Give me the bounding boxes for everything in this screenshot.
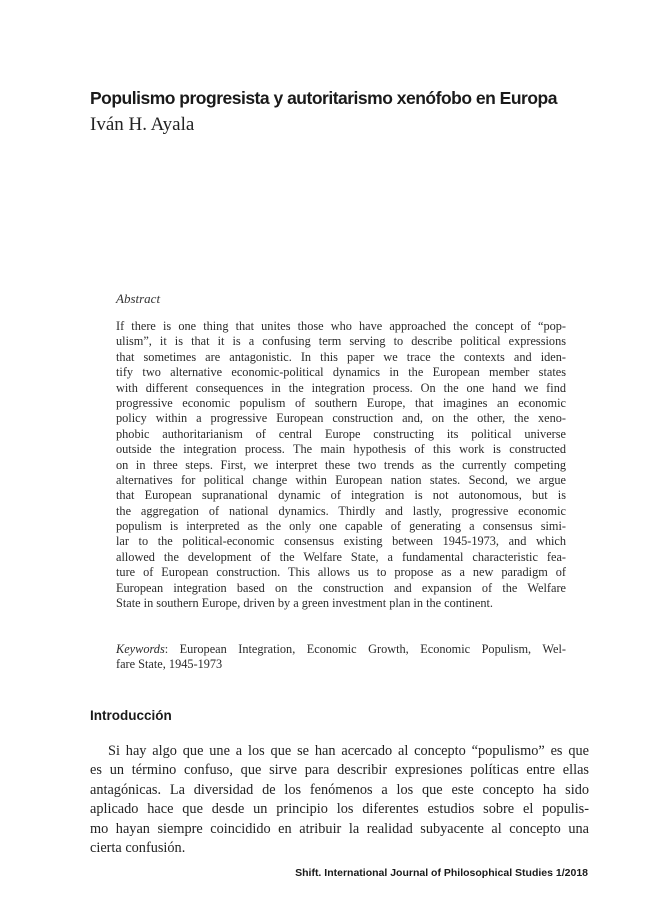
paragraph-line: antagónicas. La diversidad de los fenómenos a los que este concepto ha sido xyxy=(90,781,589,798)
abstract-line: that European supranational dynamic of integration is not autonomous, but is xyxy=(116,488,566,503)
keywords-label: Keywords xyxy=(116,642,165,656)
abstract-line: progressive economic populism of southern Europe, that imagines an economic xyxy=(116,395,566,410)
abstract-heading: Abstract xyxy=(116,291,161,306)
section-heading-introduccion: Introducción xyxy=(90,708,172,723)
abstract-line: that sometimes are antagonistic. In this paper we trace the contexts and iden- xyxy=(116,349,566,364)
abstract-line: lar to the political-economic consensus existing between 1945-1973, and which xyxy=(116,534,566,549)
abstract-line: the aggregation of national dynamics. Thirdly and lastly, progressive economic xyxy=(116,503,566,518)
abstract-line: alternatives for political change within European nation states. Second, we argue xyxy=(116,472,566,487)
keywords-line xyxy=(116,642,566,657)
abstract-body xyxy=(116,319,566,611)
abstract-line: tify two alternative economic-political dynamics in the European member states xyxy=(116,365,566,380)
keywords xyxy=(116,642,566,673)
paragraph-line: mo hayan siempre coincidido en atribuir la realidad subyacente al concepto una xyxy=(90,820,589,837)
abstract-line: populism is interpreted as the only one capable of generating a consensus simi- xyxy=(116,519,566,534)
abstract-line: outside the integration process. The main hypothesis of this work is constructed xyxy=(116,442,566,457)
article-title: Populismo progresista y autoritarismo xenófobo en Europa xyxy=(90,88,557,108)
abstract-line: on in three steps. First, we interpret these two trends as the currently competing xyxy=(116,457,566,472)
keywords-list: : European Integration, Economic Growth, Economic Populism, Wel- xyxy=(164,642,566,656)
paragraph-line: cierta confusión. xyxy=(90,839,186,856)
paragraph-line: aplicado hace que desde un principio los diferentes estudios sobre el populis- xyxy=(90,801,589,818)
abstract-line: phobic authoritarianism of central Europe constructing its political universe xyxy=(116,426,566,441)
abstract-line: policy within a progressive European construction and, on the other, the xeno- xyxy=(116,411,566,426)
abstract-line: ulism”, it is that it is a confusing term serving to describe political expressions xyxy=(116,334,566,349)
abstract-line: with different consequences in the integration process. On the one hand we find xyxy=(116,380,566,395)
abstract-line: allowed the development of the Welfare State, a fundamental characteristic fea- xyxy=(116,549,566,564)
abstract-line: If there is one thing that unites those who have approached the concept of “pop- xyxy=(116,319,566,333)
paragraph-line: Si hay algo que une a los que se han acercado al concepto “populismo” es que xyxy=(108,743,589,759)
journal-footer: Shift. International Journal of Philosophical Studies 1/2018 xyxy=(295,867,588,879)
abstract-line: ture of European construction. This allows us to propose as a new paradigm of xyxy=(116,565,566,580)
introduction-paragraph xyxy=(90,742,589,858)
abstract-line: European integration based on the construction and expansion of the Welfare xyxy=(116,580,566,595)
abstract-line: State in southern Europe, driven by a green investment plan in the continent. xyxy=(116,596,494,611)
article-author: Iván H. Ayala xyxy=(90,114,195,135)
paragraph-line: es un término confuso, que sirve para describir expresiones políticas entre ellas xyxy=(90,762,589,779)
keywords-line: fare State, 1945-1973 xyxy=(116,657,223,672)
